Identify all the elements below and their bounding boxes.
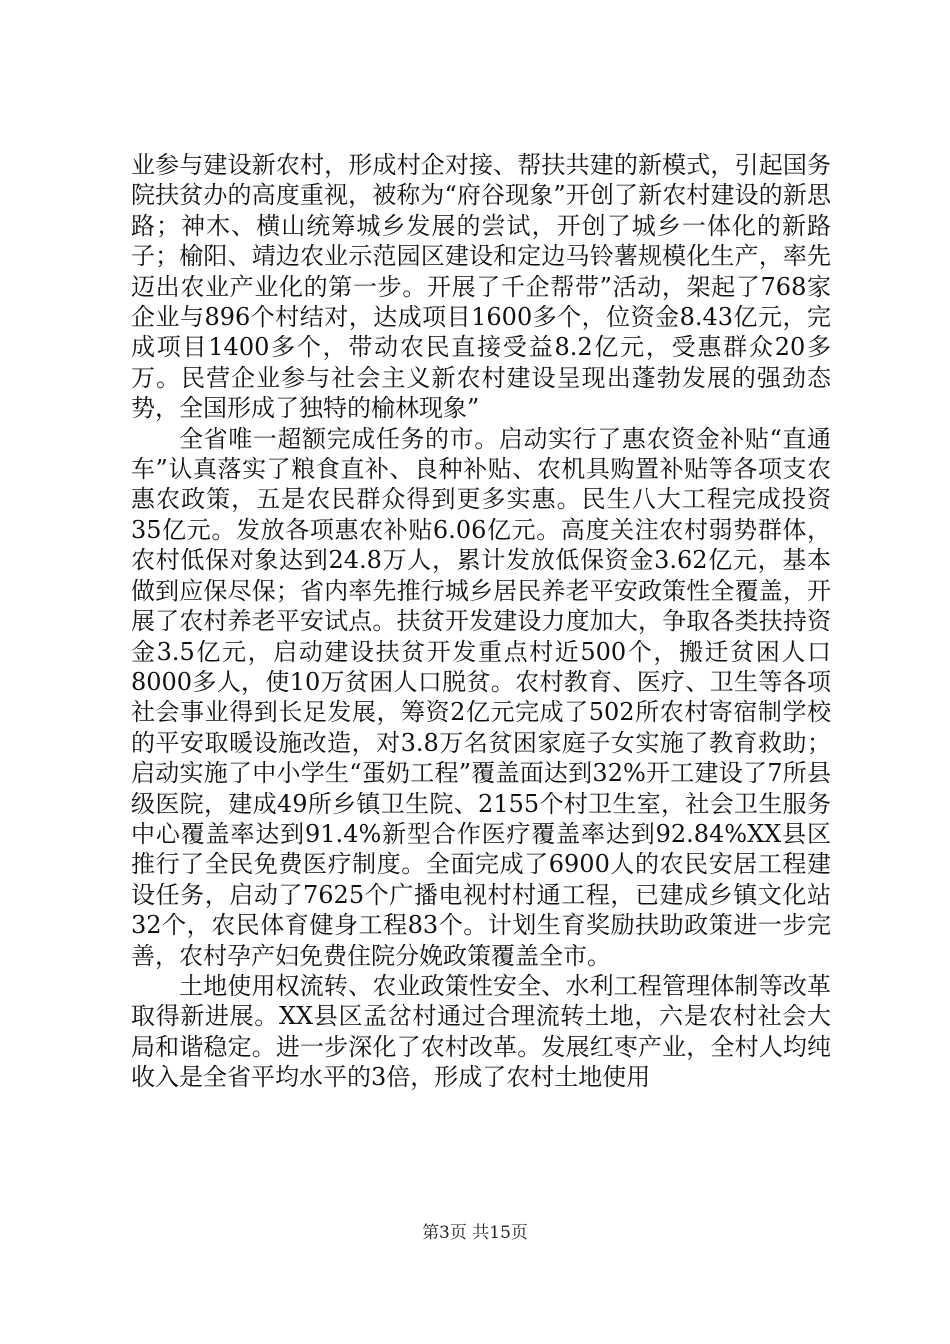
paragraph-benefits: 全省唯一超额完成任务的市。启动实行了惠农资金补贴“直通车”认真落实了粮食直补、良种补贴、农机具购置补贴等各项支农惠农政策，五是农民群众得到更多实惠。民生八大工程完成投资35亿元。发放各项惠农补贴6.06亿元。高度关注农村弱势群体，农村低保对象达到24.8万人，累计发放低保资金3.62亿元，基本做到应保尽保；省内率先推行城乡居民养老平安政策性全覆盖，开展了农村养老平安试点。扶贫开发建设力度加大，争取各类扶持资金3.5亿元，启动建设扶贫开发重点村近500个，搬迁贫困人口8000多人，使10万贫困人口脱贫。农村教育、医疗、卫生等各项社会事业得到长足发展，筹资2亿元完成了502所农村寄宿制学校的平安取暖设施改造，对3.8万名贫困家庭子女实施了教育救助；启动实施了中小学生“蛋奶工程”覆盖面达到32%开工建设了7所县级医院，建成49所乡镇卫生院、2155个村卫生室，社会卫生服务中心覆盖率达到91.4%新型合作医疗覆盖率达到92.84%XX县区推行了全民免费医疗制度。全面完成了6900人的农民安居工程建设任务，启动了7625个广播电视村村通工程，已建成乡镇文化站32个，农民体育健身工程83个。计划生育奖励扶助政策进一步完善，农村孕产妇免费住院分娩政策覆盖全市。	[131, 424, 831, 970]
page-number-footer: 第3页 共15页	[422, 1223, 528, 1243]
document-body	[131, 150, 831, 1093]
paragraph-reform: 土地使用权流转、农业政策性安全、水利工程管理体制等改革取得新进展。XX县区孟岔村通过合理流转土地，六是农村社会大局和谐稳定。进一步深化了农村改革。发展红枣产业，全村人均纯收入是全省平均水平的3倍，形成了农村土地使用	[131, 971, 831, 1092]
paragraph-continued: 业参与建设新农村，形成村企对接、帮扶共建的新模式，引起国务院扶贫办的高度重视，被称为“府谷现象”开创了新农村建设的新思路；神木、横山统筹城乡发展的尝试，开创了城乡一体化的新路子；榆阳、靖边农业示范园区建设和定边马铃薯规模化生产，率先迈出农业产业化的第一步。开展了千企帮带”活动，架起了768家企业与896个村结对，达成项目1600多个，位资金8.43亿元，完成项目1400多个，带动农民直接受益8.2亿元，受惠群众20多万。民营企业参与社会主义新农村建设呈现出蓬勃发展的强劲态势，全国形成了独特的榆林现象”	[131, 151, 831, 423]
